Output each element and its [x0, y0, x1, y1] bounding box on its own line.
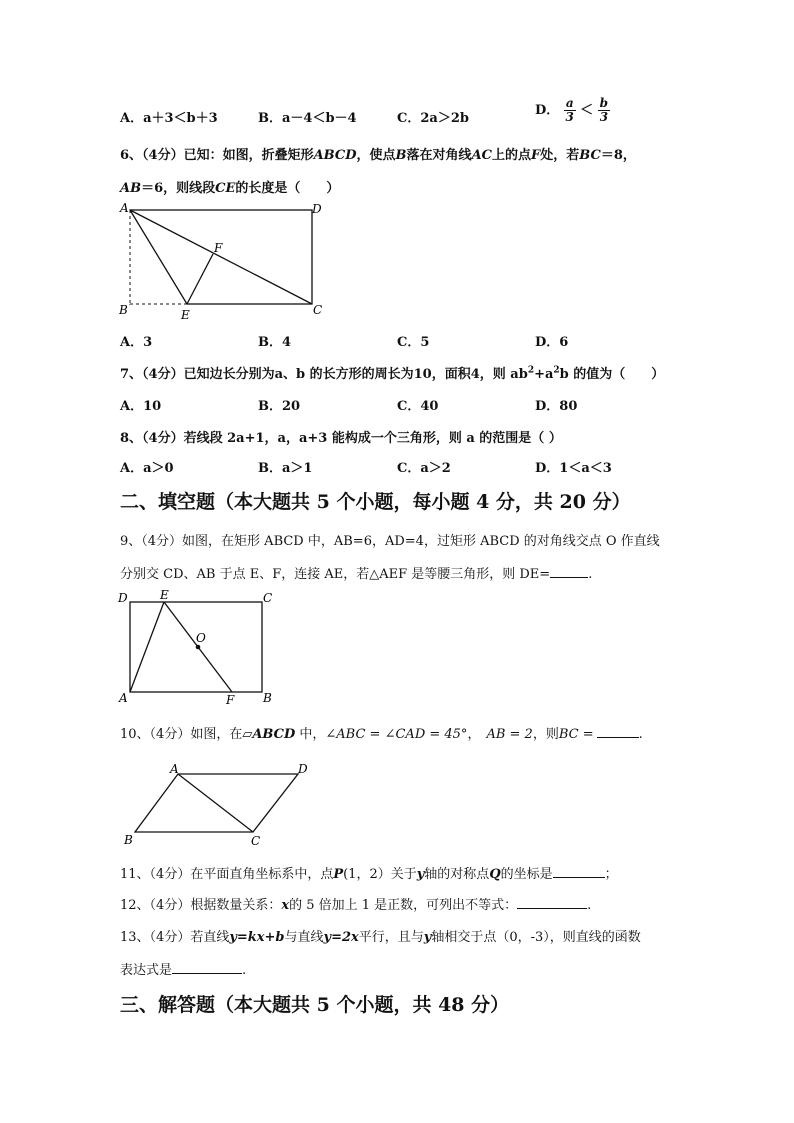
q11-answer-blank[interactable]: [553, 877, 605, 878]
q6-figure: [115, 198, 330, 326]
q6-line1: 6、（4分）已知：如图，折叠矩形ABCD，使点B落在对角线AC上的点F处，若BC＝8，: [120, 148, 636, 163]
q8-option-a: A．a＞0: [120, 461, 174, 476]
q9-line2: 分别交 CD、AB 于点 E、F，连接 AE，若△AEF 是等腰三角形，则 DE= .: [120, 567, 593, 582]
q10-label-c: C: [251, 834, 261, 848]
q5-option-c: C．2a＞2b: [397, 111, 469, 126]
q8-option-b: B．a＞1: [258, 461, 313, 476]
q6-option-c: C．5: [397, 335, 430, 350]
q11-text: 11、（4分）在平面直角坐标系中，点P(1，2）关于y轴的对称点Q的坐标是 ；: [120, 867, 618, 882]
q9-label-d: D: [118, 591, 128, 605]
q6-diagonal-ac: [130, 210, 312, 304]
q10-label-d: D: [298, 762, 308, 776]
q9-line1: 9、（4分）如图，在矩形 ABCD 中，AB=6，AD=4，过矩形 ABCD 的对角线交点 O 作直线: [120, 534, 660, 549]
q6-label-e: E: [181, 308, 190, 322]
q6-options: [120, 331, 680, 351]
q9-line-ae: [130, 602, 164, 692]
q7-options: [120, 395, 680, 415]
q7-option-b: B．20: [258, 399, 301, 414]
fraction-b-over-3: $\frac{b}{3}$: [599, 96, 609, 124]
q6-option-d: D．6: [535, 335, 569, 350]
q9-label-a: A: [119, 691, 128, 705]
q6-option-a: A．3: [120, 335, 153, 350]
q6-label-d: D: [312, 202, 322, 216]
q10-text: 10、（4分）如图，在▱ABCD 中，∠ABC = ∠CAD = 45°， AB = 2，则BC = .: [120, 727, 643, 742]
q6-line2: AB＝6，则线段CE的长度是（ ）: [120, 181, 340, 196]
q7-option-d: D．80: [535, 399, 578, 414]
q13-answer-blank[interactable]: [172, 973, 242, 974]
q6-line-ef: [187, 254, 213, 304]
q13-line1: 13、（4分）若直线y=kx+b与直线y=2x平行，且与y轴相交于点（0，-3），则直线的函数: [120, 930, 641, 945]
q5-option-d: D． $\frac{a}{3}$ ＜ $\frac{b}{3}$: [535, 96, 609, 124]
q10-label-a: A: [170, 762, 179, 776]
q5-options: [120, 96, 680, 127]
q9-point-o: [196, 645, 201, 650]
q6-label-a: A: [120, 201, 129, 215]
q9-label-o: O: [196, 631, 206, 645]
q13-line2: 表达式是 .: [120, 963, 247, 978]
q9-label-c: C: [263, 591, 273, 605]
fraction-a-over-3: $\frac{a}{3}$: [565, 96, 574, 124]
q12-answer-blank[interactable]: [517, 908, 587, 909]
q7-option-c: C．40: [397, 399, 439, 414]
q9-label-f: F: [226, 693, 235, 707]
q8-options: [120, 457, 680, 477]
q8-option-c: C．a＞2: [397, 461, 451, 476]
q12-text: 12、（4分）根据数量关系：x的 5 倍加上 1 是正数，可列出不等式： .: [120, 898, 592, 913]
q8-option-d: D．1＜a＜3: [535, 461, 612, 476]
q5-option-b: B．a－4＜b－4: [258, 111, 357, 126]
q8-text: 8、（4分）若线段 2a+1，a，a+3 能构成一个三角形，则 a 的范围是（ ）: [120, 431, 562, 446]
q9-figure: [115, 588, 280, 708]
q7-option-a: A．10: [120, 399, 162, 414]
section-2-title: 二、填空题（本大题共 5 个小题，每小题 4 分，共 20 分）: [120, 491, 631, 513]
q10-label-b: B: [124, 833, 133, 847]
q5-option-a: A．a＋3＜b＋3: [120, 111, 218, 126]
section-3-title: 三、解答题（本大题共 5 个小题，共 48 分）: [120, 994, 510, 1016]
q9-label-e: E: [160, 588, 169, 602]
q10-figure: [118, 758, 318, 848]
q6-label-c: C: [313, 303, 323, 317]
q10-answer-blank[interactable]: [597, 737, 639, 738]
q6-option-b: B．4: [258, 335, 292, 350]
q6-label-b: B: [119, 303, 128, 317]
q6-label-f: F: [214, 241, 223, 255]
q9-answer-blank[interactable]: [550, 577, 588, 578]
q7-text: 7、（4分）已知边长分别为a、b 的长方形的周长为10，面积4，则 $ab^2+a^2b$ 的值为（ ）: [120, 365, 665, 382]
q10-diagonal-ac: [178, 774, 253, 832]
q9-label-b: B: [263, 691, 272, 705]
